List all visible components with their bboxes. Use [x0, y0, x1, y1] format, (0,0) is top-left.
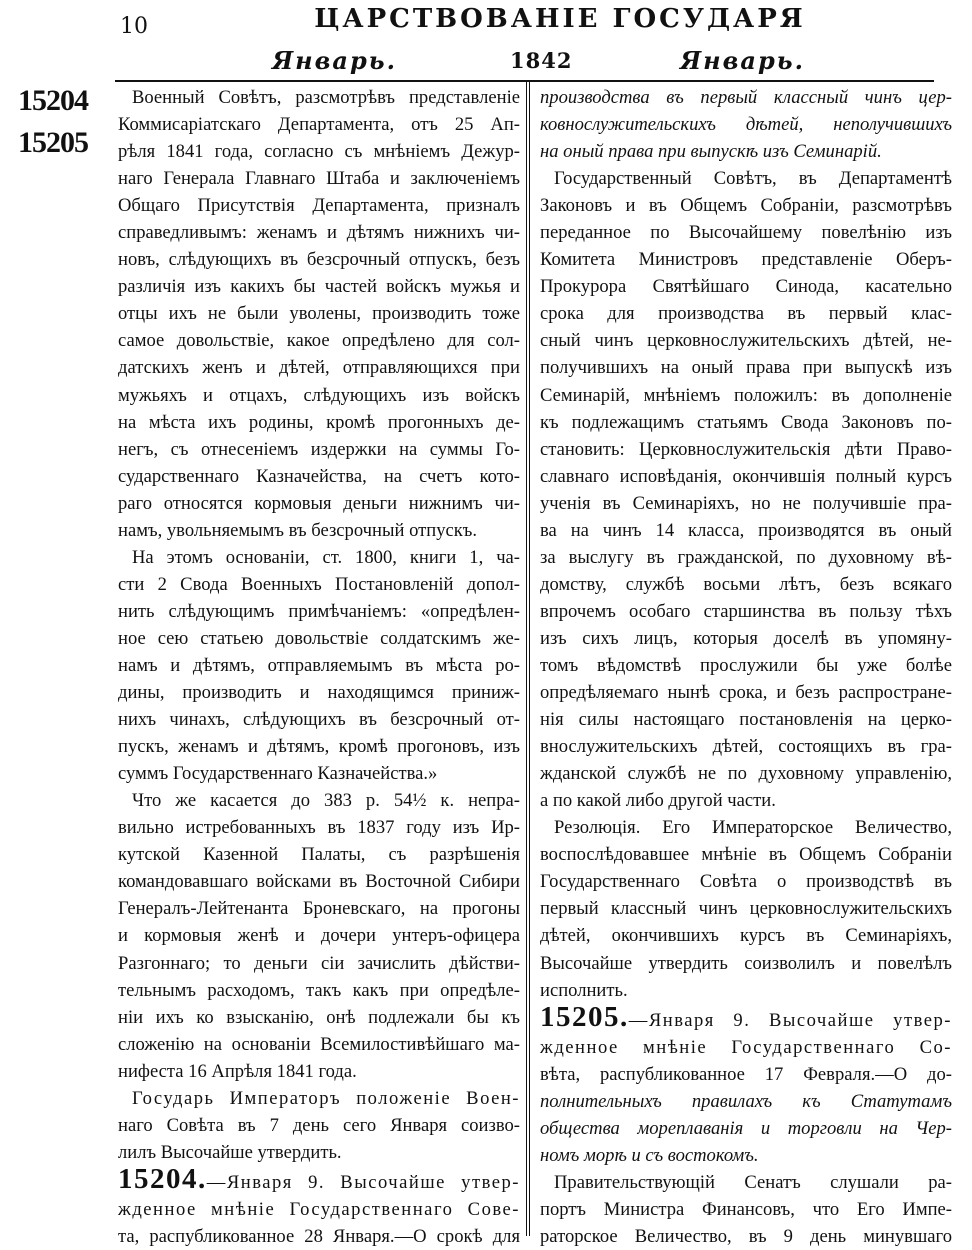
decree-line: общества мореплаванія и торговли на Чер-: [540, 1117, 952, 1139]
decree-line: та, распубликованное 28 Января.—О срокѣ для: [118, 1225, 520, 1247]
text-line: намъ, увольняемымъ въ безсрочный отпускъ.: [118, 519, 478, 541]
text-line: Генералъ-Лейтенанта Броневскаго, на прогоны: [118, 898, 520, 920]
text-line: Высочайше утвердить соизволилъ и повелѣлъ: [540, 952, 952, 974]
text-line: на оный права при выпускѣ изъ Семинарій.: [540, 141, 882, 163]
text-line: суммъ Государственнаго Казначейства.»: [118, 763, 438, 785]
text-line: внослужительскихъ дѣтей, состоящихъ въ гра-: [540, 736, 952, 758]
text-line: томъ вѣдомствѣ прослужили бы уже болѣе: [540, 654, 952, 676]
text-line: срока для производства въ первый клас-: [540, 303, 952, 325]
text-line: изъ сихъ лицъ, которыя доселѣ въ упомяну-: [540, 627, 952, 649]
text-line: первый классный чинъ церковнослужительскихъ: [540, 898, 952, 920]
text-line: ное сею статьею довольствіе солдатскимъ же-: [118, 627, 520, 649]
text-line: кутской Казенной Палаты, съ разрѣшенія: [118, 844, 520, 866]
text-line: ва на чинъ 14 класса, производятся въ оный: [540, 519, 952, 541]
text-line: мужьяхъ и отцахъ, слѣдующихъ изъ войскъ: [118, 384, 520, 406]
text-line: негъ, съ отнесеніемъ издержки на суммы Го-: [118, 438, 520, 460]
decree-number: 15205.: [540, 1000, 629, 1033]
margin-number: 15204: [18, 84, 88, 117]
text-line: за выслугу въ гражданской, по духовному вѣ-: [540, 546, 952, 568]
text-line: рѣля 1841 года, согласно съ мнѣніемъ Дежур-: [118, 141, 520, 163]
running-title: ЦАРСТВОВАНІЕ ГОСУДАРЯ: [314, 4, 806, 34]
text-line: становить: Церковнослужительскія дѣти Право-: [540, 438, 952, 460]
decree-heading: [540, 1000, 952, 1034]
decree-line: номъ морѣ и съ востокомъ.: [540, 1144, 759, 1166]
month-left: Январь.: [272, 46, 397, 75]
text-line: Правительствующій Сенатъ слушали ра-: [554, 1171, 952, 1193]
decree-heading-text: —Января 9. Высочайше утвер-: [628, 1009, 952, 1031]
text-line: нія силы настоящаго постановленія на церко-: [540, 709, 952, 731]
text-line: Коммисаріатскаго Департамента, отъ 25 Ап-: [118, 114, 520, 136]
decree-line: жденное мнѣніе Государственнаго Со-: [540, 1036, 952, 1058]
decree-heading: [118, 1162, 520, 1196]
text-line: Законовъ и въ Общемъ Собраніи, разсмотрѣвъ: [540, 195, 952, 217]
right-column: [540, 84, 952, 1250]
text-line: опредѣляемаго нынѣ срока, и безъ распростране-: [540, 682, 952, 704]
text-line: сударственнаго Казначейства, на счетъ кото-: [118, 465, 520, 487]
text-line: На этомъ основаніи, ст. 1800, книги 1, ча-: [132, 546, 520, 568]
text-line: получившихъ на оный права при выпускѣ изъ: [540, 357, 952, 379]
month-right: Январь.: [680, 46, 805, 75]
text-line: нифеста 16 Апрѣля 1841 года.: [118, 1060, 357, 1082]
text-line: вильно истребованныхъ въ 1837 году изъ Ир-: [118, 817, 520, 839]
text-line: Военный Совѣтъ, разсмотрѣвъ представленіе: [132, 87, 520, 108]
text-line: жданской службѣ не по духовному управленію,: [540, 763, 952, 785]
text-line: сти 2 Свода Военныхъ Постановленій допол-: [118, 573, 520, 595]
text-line: на мѣста ихъ родины, кромѣ прогонныхъ де-: [118, 411, 520, 433]
text-line: наго Генерала Главнаго Штаба и заключеніемъ: [118, 168, 520, 190]
margin-number: 15205: [18, 126, 88, 159]
text-line: Прокурора Святѣйшаго Синода, касательно: [540, 276, 952, 298]
text-line: ковнослужительскихъ дѣтей, неполучившихъ: [540, 114, 952, 136]
text-line: дины, производить и находящимся приниж-: [118, 682, 520, 704]
text-line: дѣтей, окончившихъ курсъ въ Семинаріяхъ,: [540, 925, 952, 947]
text-line: справедливымъ: женамъ и дѣтямъ нижнихъ чи-: [118, 222, 520, 244]
text-line: славнаго исповѣданія, окончившія полный курсъ: [540, 465, 952, 487]
text-line: Государственный Совѣтъ, въ Департаментѣ: [554, 168, 952, 190]
text-line: а по какой либо другой части.: [540, 790, 776, 812]
text-line: ученія въ Семинаріяхъ, но не получившіе пра-: [540, 492, 952, 514]
text-line: самое довольствіе, какое опредѣлено для сол-: [118, 330, 520, 352]
text-line: портъ Министра Финансовъ, что Его Импе-: [540, 1198, 952, 1220]
year: 1842: [510, 48, 573, 73]
text-line: различія изъ какихъ бы частей войскъ мужья и: [118, 276, 520, 298]
text-line: Комитета Министровъ представленіе Оберъ-: [540, 249, 952, 271]
text-line: командовавшаго войсками въ Восточной Сибири: [118, 871, 520, 893]
text-line: тельнымъ расходомъ, такъ какъ при опредѣле-: [118, 979, 520, 1001]
text-line: Резолюція. Его Императорское Величество,: [554, 817, 952, 839]
text-line: раторское Величество, въ 9 день минувшаго: [540, 1225, 952, 1247]
text-line: сложенію на основаніи Всемилостивѣйшаго ма-: [118, 1033, 520, 1055]
text-line: отцы ихъ не были уволены, производить тоже: [118, 303, 520, 325]
decree-number: 15204.: [118, 1162, 207, 1195]
text-line: ніи ихъ ко взысканію, онѣ подлежали бы къ: [118, 1006, 520, 1028]
text-line: нихъ чинахъ, слѣдующихъ въ безсрочный от-: [118, 709, 520, 731]
decree-line: полнительныхъ правилахъ къ Статутамъ: [540, 1090, 952, 1112]
text-line: намъ и дѣтямъ, отправляемымъ въ мѣста ро-: [118, 654, 520, 676]
page-number: 10: [120, 14, 148, 39]
text-line: Общаго Присутствія Департамента, призналъ: [118, 195, 520, 217]
text-line: пускъ, женамъ и дѣтямъ, кромѣ прогоновъ, изъ: [118, 736, 520, 758]
decree-line: вѣта, распубликованное 17 Февраля.—О до-: [540, 1063, 952, 1085]
text-line: исполнить.: [540, 979, 628, 1001]
text-line: сный чинъ церковнослужительскихъ дѣтей, не-: [540, 330, 952, 352]
text-line: лилъ Высочайше утвердить.: [118, 1141, 342, 1163]
text-line: датскихъ женъ и дѣтей, отправляющихся при: [118, 357, 520, 379]
text-line: наго Совѣта въ 7 день сего Января соизво-: [118, 1114, 520, 1136]
text-line: переданное по Высочайшему повелѣнію изъ: [540, 222, 952, 244]
text-line: раго относятся кормовыя деньги нижнимъ чи-: [118, 492, 520, 514]
text-line: Семинарій, мнѣніемъ положилъ: въ дополненіе: [540, 384, 952, 406]
text-line: Государь Императоръ положеніе Воен-: [132, 1087, 520, 1109]
text-line: воспослѣдовавшее мнѣніе въ Общемъ Собраніи: [540, 844, 952, 866]
decree-heading-text: —Января 9. Высочайше утвер-: [206, 1171, 520, 1193]
text-line: впрочемъ особаго старшинства въ пользу тѣхъ: [540, 600, 952, 622]
text-line: Что же касается до 383 р. 54½ к. непра-: [132, 790, 520, 812]
decree-line: жденное мнѣніе Государственнаго Сове-: [118, 1198, 520, 1220]
left-column: [118, 84, 520, 1250]
text-line: къ подлежащимъ статьямъ Свода Законовъ по-: [540, 411, 952, 433]
text-line: и кормовыя женѣ и дочери унтеръ-офицера: [118, 925, 520, 947]
text-line: Государственнаго Совѣта о производствѣ въ: [540, 871, 952, 893]
text-line: новъ, слѣдующихъ въ безсрочный отпускъ, безъ: [118, 249, 520, 271]
text-line: домству, службѣ восьми лѣтъ, безъ всякаго: [540, 573, 952, 595]
text-line: нить слѣдующимъ примѣчаніемъ: «опредѣлен-: [118, 600, 520, 622]
text-line: Разгоннаго; то деньги сіи зачислить дѣйстви-: [118, 952, 520, 974]
text-line: производства въ первый классный чинъ цер-: [540, 87, 952, 108]
column-divider: [526, 80, 530, 1236]
header-rule: [115, 80, 934, 82]
